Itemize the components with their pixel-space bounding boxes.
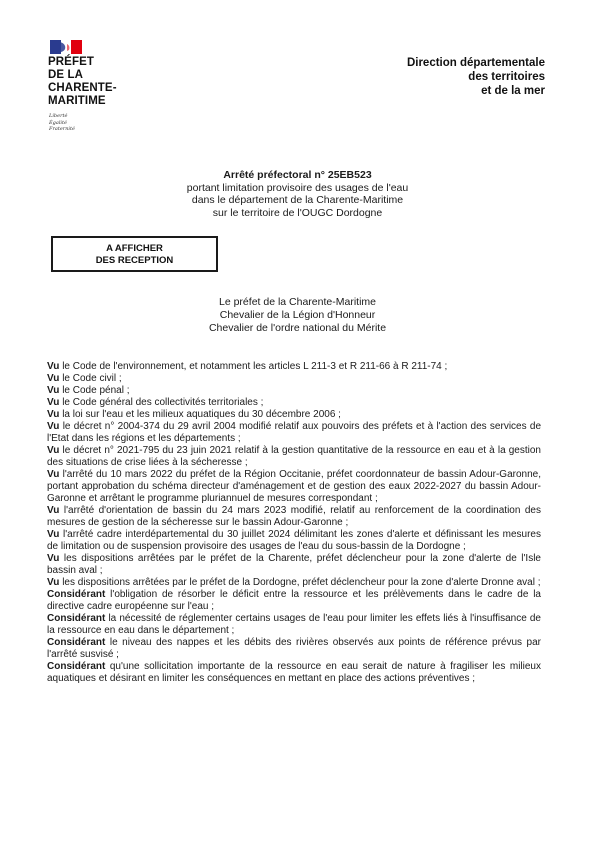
devise — [49, 113, 75, 133]
prefet-title-line: Le préfet de la Charente-Maritime — [219, 296, 376, 308]
visa-item — [47, 577, 541, 589]
visa-item — [47, 553, 541, 577]
considerant-item — [47, 661, 541, 685]
visa-lead: Vu — [47, 469, 60, 480]
logo-line: PRÉFET — [48, 56, 94, 68]
visa-text: la loi sur l'eau et les milieux aquatiques du 30 décembre 2006 ; — [59, 409, 341, 420]
devise-line: Fraternité — [49, 126, 75, 132]
logo-line: MARITIME — [48, 95, 106, 107]
visa-lead: Vu — [47, 505, 60, 516]
direction-line: Direction départementale — [406, 57, 545, 69]
visa-text: l'arrêté cadre interdépartemental du 30 juillet 2024 délimitant les zones d'alerte et définissant les mesures de limitation ou de suspension provisoire des usages de l'eau du sous-bassin de la Dordogne ; — [47, 529, 541, 552]
direction-line: et de la mer — [481, 85, 545, 97]
visa-text: le décret n° 2004-374 du 29 avril 2004 modifié relatif aux pouvoirs des préfets et à l'action des services de l'Etat dans les régions et les départements ; — [47, 421, 541, 444]
arrete-subtitle-line: dans le département de la Charente-Maritime — [191, 194, 404, 206]
visa-text: le décret n° 2021-795 du 23 juin 2021 relatif à la gestion quantitative de la ressource en eau et à la gestion des situations de crise liées à la sécheresse ; — [47, 445, 541, 468]
visa-item — [47, 421, 541, 445]
prefet-title-line: Chevalier de l'ordre national du Mérite — [208, 322, 387, 334]
visas-list — [47, 361, 541, 685]
arrete-title-block — [0, 169, 595, 219]
visa-text: le Code pénal ; — [59, 385, 130, 396]
visa-item — [47, 373, 541, 385]
visa-lead: Vu — [47, 529, 60, 540]
direction-header — [407, 56, 545, 98]
visa-text: le Code de l'environnement, et notamment les articles L 211-3 et R 211-66 à R 211-74 ; — [59, 361, 448, 372]
visa-lead: Vu — [47, 385, 60, 396]
visa-text: le Code civil ; — [59, 373, 122, 384]
considerant-text: qu'une sollicitation importante de la ressource en eau serait de nature à fragiliser les milieux aquatiques et désirant en limiter les conséquences en mettant en place des actions préventives ; — [47, 661, 541, 684]
arrete-subtitle-line: sur le territoire de l'OUGC Dordogne — [212, 206, 383, 219]
devise-line: Égalité — [49, 119, 67, 126]
visa-item — [47, 445, 541, 469]
arrete-number: Arrêté préfectoral n° 25EB523 — [223, 169, 372, 181]
visa-text: les dispositions arrêtées par le préfet de la Dordogne, préfet déclencheur pour la zone d'alerte Dronne aval ; — [59, 577, 541, 588]
marianne-logo-icon — [50, 40, 82, 54]
visa-lead: Vu — [47, 397, 60, 408]
visa-text: l'arrêté du 10 mars 2022 du préfet de la Région Occitanie, préfet coordonnateur de bassin Adour-Garonne, portant approbation du schéma directeur d'aménagement et de gestion des eaux 2022-2027 du bassin Adour-Garonne et arrêtant le programme pluriannuel de mesures correspondant ; — [47, 469, 541, 504]
considerant-text: le niveau des nappes et les débits des rivières observés aux points de référence prévus par l'arrêté susvisé ; — [47, 637, 541, 660]
considerant-text: l'obligation de résorber le déficit entre la ressource et les prélèvements dans le cadre de la directive cadre européenne sur l'eau ; — [47, 589, 541, 612]
considerant-item — [47, 613, 541, 637]
visa-item — [47, 361, 541, 373]
considerant-item — [47, 589, 541, 613]
afficher-stamp — [51, 236, 218, 272]
visa-lead: Vu — [47, 577, 60, 588]
stamp-line: DES RECEPTION — [95, 255, 174, 266]
stamp-line: A AFFICHER — [106, 243, 163, 254]
direction-line: des territoires — [468, 71, 545, 83]
prefet-titles — [0, 296, 595, 335]
visa-item — [47, 469, 541, 505]
considerant-lead: Considérant — [47, 613, 106, 624]
logo-line: CHARENTE- — [48, 82, 117, 94]
visa-lead: Vu — [47, 409, 60, 420]
visa-text: les dispositions arrêtées par le préfet de la Charente, préfet déclencheur pour la zone d'alerte de l'Isle bassin aval ; — [47, 553, 541, 576]
visa-lead: Vu — [47, 373, 60, 384]
arrete-subtitle-line: portant limitation provisoire des usages de l'eau — [186, 181, 409, 194]
considerant-text: la nécessité de réglementer certains usages de l'eau pour limiter les effets liés à l'insuffisance de la ressource en eau dans le département ; — [47, 613, 541, 636]
visa-text: le Code général des collectivités territoriales ; — [59, 397, 264, 408]
visa-item — [47, 505, 541, 529]
visa-lead: Vu — [47, 445, 60, 456]
considerant-lead: Considérant — [47, 589, 106, 600]
prefet-title-line: Chevalier de la Légion d'Honneur — [219, 309, 376, 321]
considerant-lead: Considérant — [47, 637, 106, 648]
visa-lead: Vu — [47, 421, 60, 432]
visa-item — [47, 397, 541, 409]
visa-item — [47, 409, 541, 421]
considerant-lead: Considérant — [47, 661, 106, 672]
prefet-logo-text — [48, 56, 117, 108]
visa-lead: Vu — [47, 361, 60, 372]
visa-lead: Vu — [47, 553, 60, 564]
devise-line: Liberté — [49, 113, 68, 119]
visa-item — [47, 385, 541, 397]
considerant-item — [47, 637, 541, 661]
visa-item — [47, 529, 541, 553]
logo-line: DE LA — [48, 69, 83, 81]
visa-text: l'arrêté d'orientation de bassin du 24 mars 2023 modifié, relatif au renforcement de la coordination des mesures de gestion de la sécheresse sur le bassin Adour-Garonne ; — [47, 505, 541, 528]
